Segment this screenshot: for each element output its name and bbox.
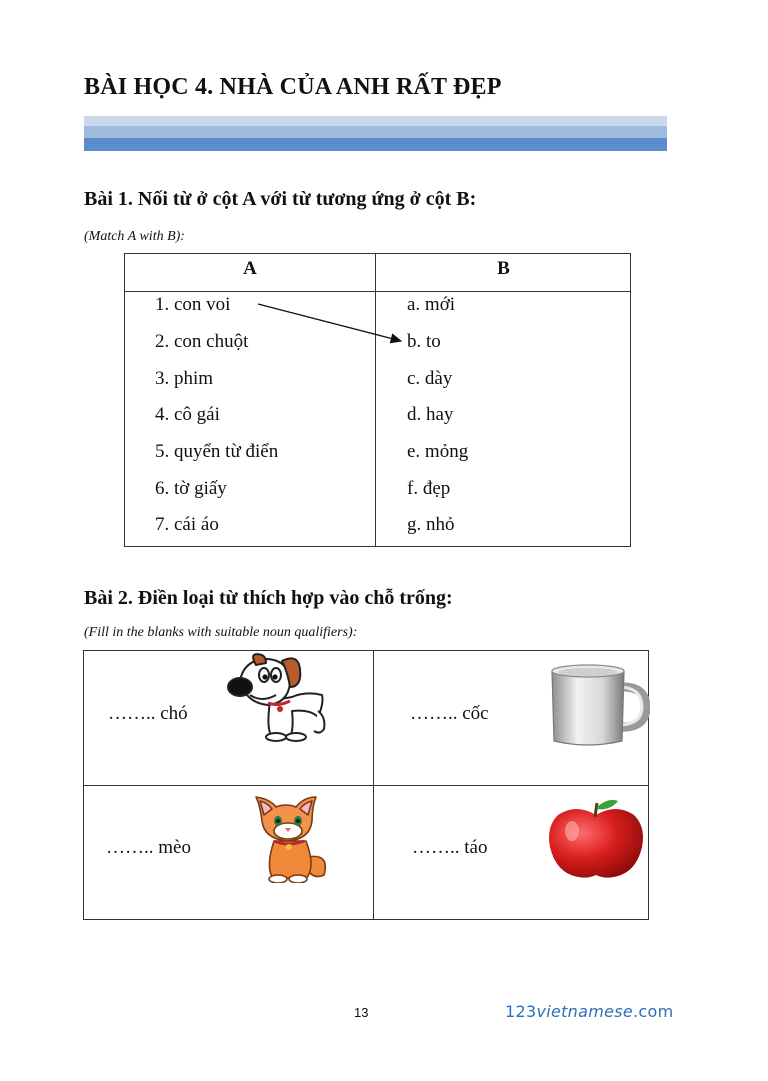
column-a-item: 4. cô gái <box>155 404 220 425</box>
exercise1-instruction: (Match A with B): <box>84 229 185 244</box>
blank-item: …….. táo <box>412 837 488 858</box>
column-b-item: e. mỏng <box>407 441 469 462</box>
column-a-header: A <box>243 258 257 279</box>
page-number: 13 <box>354 1005 369 1020</box>
column-a-item: 7. cái áo <box>155 514 219 535</box>
page-title: BÀI HỌC 4. NHÀ CỦA ANH RẤT ĐẸP <box>84 74 502 100</box>
column-b-item: a. mới <box>407 294 456 315</box>
blank-item: …….. mèo <box>106 837 191 858</box>
picture-grid <box>83 650 649 920</box>
site-name: vietnamese <box>536 1002 634 1021</box>
apple-icon <box>546 797 646 879</box>
matching-table <box>124 253 631 547</box>
column-b-item: b. to <box>407 331 441 352</box>
exercise2-heading: Bài 2. Điền loại từ thích hợp vào chỗ trống: <box>84 587 453 609</box>
column-b-header: B <box>497 258 510 279</box>
column-a-item: 3. phim <box>155 368 214 389</box>
site-suffix: .com <box>633 1002 674 1021</box>
column-b-item: g. nhỏ <box>407 514 455 535</box>
site-prefix: 123 <box>505 1002 537 1021</box>
column-a-item: 2. con chuột <box>155 331 249 352</box>
column-a-item: 6. tờ giấy <box>155 478 227 499</box>
column-a-item: 1. con voi <box>155 294 231 315</box>
mug-icon <box>546 663 650 749</box>
column-b-item: f. đẹp <box>407 478 451 499</box>
site-logo[interactable] <box>505 1002 674 1021</box>
cat-icon <box>252 795 332 883</box>
grid-divider-horizontal <box>84 785 648 786</box>
title-band-dark <box>84 138 667 151</box>
column-a-item: 5. quyển từ điển <box>155 441 279 462</box>
blank-item: …….. cốc <box>410 703 489 724</box>
title-band-mid <box>84 126 667 138</box>
blank-item: …….. chó <box>108 703 188 724</box>
dog-icon <box>226 651 330 743</box>
column-b-item: d. hay <box>407 404 454 425</box>
example-match-arrow <box>125 254 632 548</box>
exercise1-heading: Bài 1. Nối từ ở cột A với từ tương ứng ở cột B: <box>84 188 477 210</box>
exercise2-instruction: (Fill in the blanks with suitable noun qualifiers): <box>84 625 358 640</box>
column-b-item: c. dày <box>407 368 453 389</box>
title-band-light <box>84 116 667 126</box>
